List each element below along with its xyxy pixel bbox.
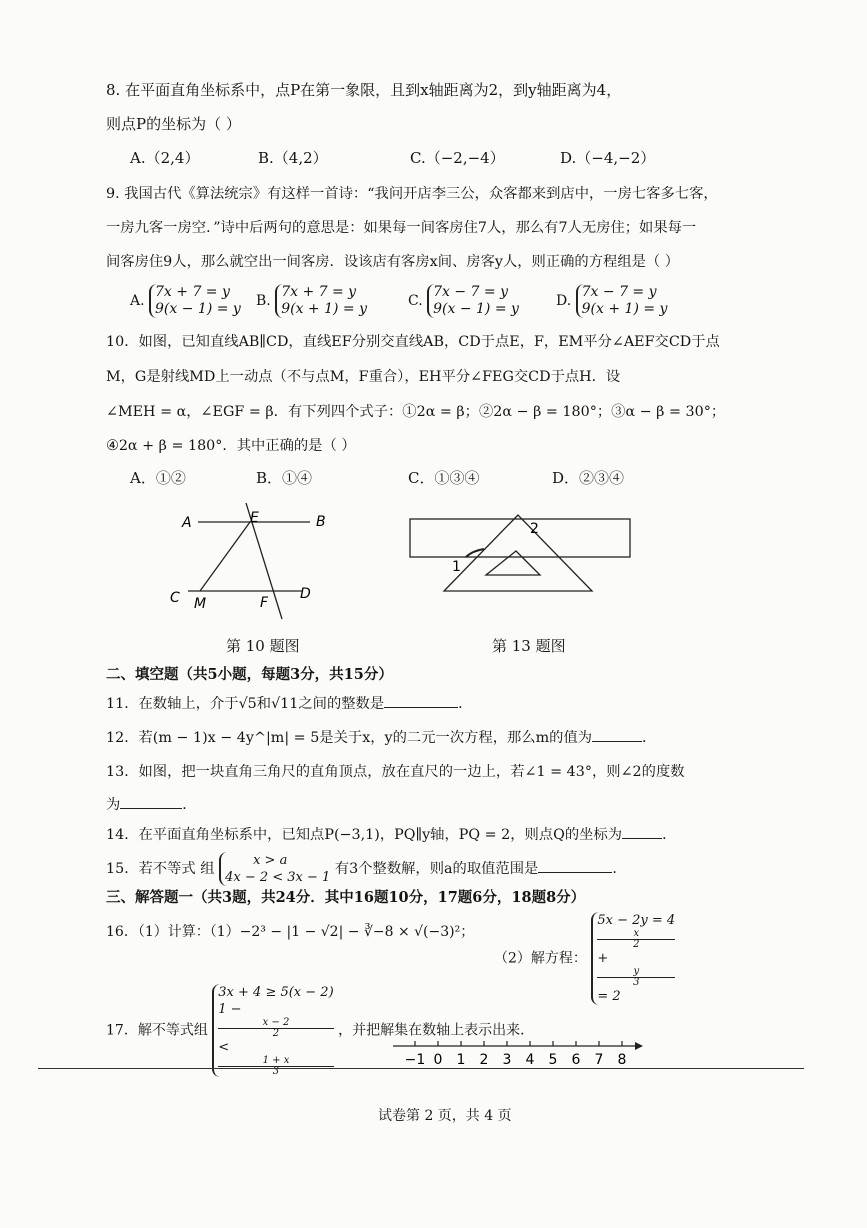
fig10-caption: 第 10 题图 [226, 637, 300, 655]
q9-option-c-system: 7x − 7 = y 9(x − 1) = y [427, 284, 519, 318]
q14-answer-blank[interactable] [622, 824, 662, 839]
q14: 14．在平面直角坐标系中，已知点P(−3,1)，PQ∥y轴，PQ = 2，则点Q的坐标为 ． [106, 824, 676, 845]
q9-option-c-label: C. [408, 293, 423, 309]
q9-option-a-system: 7x + 7 = y 9(x − 1) = y [149, 284, 241, 318]
q13-answer-blank[interactable] [120, 794, 182, 809]
q9-option-d-system: 7x − 7 = y 9(x + 1) = y [576, 284, 668, 318]
section3-heading: 三、解答题一（共3题，共24分．其中16题10分，17题6分，18题8分） [106, 889, 586, 906]
q12-answer-blank[interactable] [592, 727, 642, 742]
q9-option-d-label: D. [556, 293, 572, 309]
number-line-label: 1 [456, 1052, 466, 1068]
page-divider [38, 1068, 804, 1069]
q12: 12．若(m − 1)x − 4y^|m| = 5是关于x，y的二元一次方程，那么m的值为 ． [106, 727, 656, 748]
fig13-diagram [400, 505, 640, 605]
ruler [410, 519, 630, 557]
q9-line2: 一房九客一房空．”诗中后两句的意思是：如果每一间客房住7人，那么有7人无房住；如果每一 [106, 220, 697, 236]
q10-line3: ∠MEH = α，∠EGF = β．有下列四个式子：①2α = β；②2α − β = 180°；③α − β = 30°； [106, 404, 726, 420]
q10-line1: 10．如图，已知直线AB∥CD，直线EF分别交直线AB，CD于点E，F，EM平分∠AEF交CD于点 [106, 334, 720, 350]
label-e: E [250, 510, 259, 526]
label-m: M [194, 596, 207, 612]
q16-system: 5x − 2y = 4 x 2 + y 3 = 2 [591, 912, 675, 1005]
number-line-label: 2 [479, 1052, 489, 1068]
q8-option-c: C.（−2,−4） [410, 149, 505, 167]
q10-line4: ④2α + β = 180°．其中正确的是（ ） [106, 438, 356, 454]
fig10-diagram [160, 495, 360, 630]
number-line-label: 3 [502, 1052, 512, 1068]
label-f: F [260, 595, 269, 611]
number-line-label: 4 [525, 1052, 535, 1068]
number-line [385, 1036, 645, 1076]
label-c: C [170, 590, 180, 606]
q9-option-b [256, 284, 367, 318]
q12-text: 12．若(m − 1)x − 4y^|m| = 5是关于x，y的二元一次方程，那么m的值为 [106, 730, 593, 746]
fig13-caption: 第 13 题图 [492, 637, 566, 655]
label-a: A [182, 515, 192, 531]
number-line-label: 7 [594, 1052, 604, 1068]
label-b: B [316, 514, 326, 530]
q11-text: 11．在数轴上，介于√5和√11之间的整数是 [106, 696, 385, 712]
q10-option-d: D．②③④ [552, 469, 625, 487]
q13-line1: 13．如图，把一块直角三角尺的直角顶点，放在直尺的一边上，若∠1 = 43°，则∠2的度数 [106, 764, 685, 780]
line-em [200, 522, 250, 591]
q16-part2: （2）解方程： 5x − 2y = 4 x 2 + y 3 = 2 [494, 913, 676, 1004]
q8-option-b: B.（4,2） [258, 149, 328, 167]
page-footer: 试卷第 2 页，共 4 页 [378, 1108, 512, 1124]
q15-answer-blank[interactable] [538, 858, 612, 873]
q9-option-d [556, 284, 667, 318]
q9-line1: 9. 我国古代《算法统宗》有这样一首诗：“我问开店李三公，众客都来到店中，一房七客多七客， [106, 186, 718, 202]
q8-option-d: D.（−4,−2） [560, 149, 656, 167]
label-angle-2: 2 [530, 521, 539, 537]
q8-line1: 8. 在平面直角坐标系中，点P在第一象限，且到x轴距离为2，到y轴距离为4， [106, 81, 622, 99]
q15-system: x > a 4x − 2 < 3x − 1 [219, 852, 330, 886]
q10-line2: M，G是射线MD上一动点（不与点M，F重合），EH平分∠FEG交CD于点H．设 [106, 369, 621, 385]
section2-heading: 二、填空题（共5小题，每题3分，共15分） [106, 666, 393, 683]
number-line-label: −1 [404, 1052, 426, 1068]
number-line-label: 0 [433, 1052, 443, 1068]
set-square-inner [486, 551, 540, 575]
q17-system: 3x + 4 ≥ 5(x − 2) 1 − x − 2 2 < 1 + x 3 [212, 984, 333, 1077]
q10-option-a: A．①② [130, 469, 186, 487]
number-line-label: 8 [617, 1052, 627, 1068]
q11: 11．在数轴上，介于√5和√11之间的整数是 ． [106, 693, 472, 714]
q9-line3: 间客房住9人，那么就空出一间客房．设该店有客房x间、房客y人，则正确的方程组是（ ） [106, 254, 680, 270]
q14-text: 14．在平面直角坐标系中，已知点P(−3,1)，PQ∥y轴，PQ = 2，则点Q的坐标为 [106, 827, 623, 843]
q11-answer-blank[interactable] [384, 693, 458, 708]
label-d: D [300, 586, 311, 602]
q16-part1: 16．（1）计算：（1）−2³ − |1 − √2| − ∛−8 × √(−3)²； [106, 924, 475, 940]
q10-option-c: C．①③④ [408, 469, 480, 487]
q9-option-b-system: 7x + 7 = y 9(x + 1) = y [275, 284, 367, 318]
q8-option-a: A.（2,4） [130, 149, 200, 167]
q9-option-b-label: B. [256, 293, 271, 309]
number-line-label: 6 [571, 1052, 581, 1068]
q15: 15．若不等式 组 x > a 4x − 2 < 3x − 1 有3个整数解，则a的取值范围是 ． [106, 853, 627, 885]
q9-option-c [408, 284, 519, 318]
q10-option-b: B．①④ [256, 469, 313, 487]
q9-option-a [130, 284, 241, 318]
q8-line2: 则点P的坐标为（ ） [106, 115, 241, 133]
q9-option-a-label: A. [130, 293, 145, 309]
q17: 17．解不等式组 3x + 4 ≥ 5(x − 2) 1 − x − 2 2 < 1 + x 3 ，并把解集在数轴上表示出来． [106, 985, 535, 1077]
q13-line2: 为 ． [106, 794, 197, 815]
number-line-label: 5 [548, 1052, 558, 1068]
label-angle-1: 1 [452, 559, 461, 575]
number-line-arrow [635, 1042, 643, 1050]
